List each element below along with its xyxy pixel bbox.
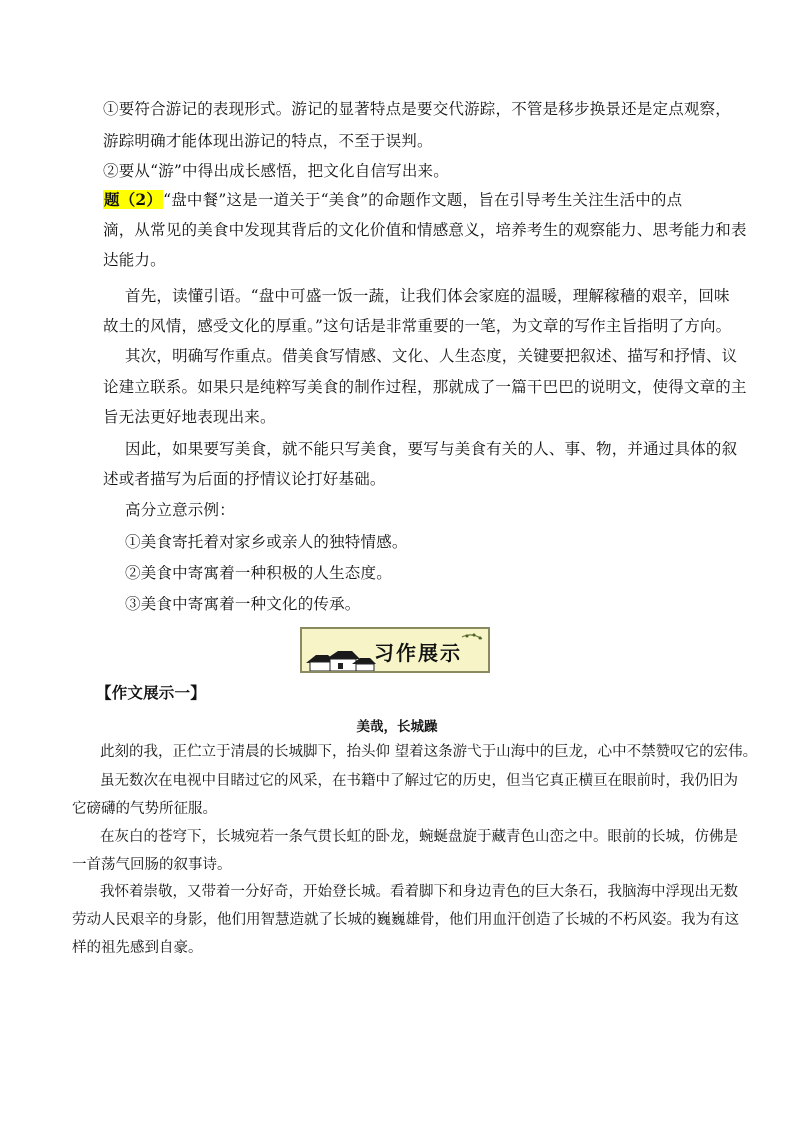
example-1: ①美食寄托着对家乡或亲人的独特情感。 bbox=[125, 533, 408, 551]
guide-line-10: 论建立联系。如果只是纯粹写美食的制作过程，那就成了一篇干巴巴的说明文，使得文章的主 bbox=[103, 378, 747, 396]
essay-line-8: 样的祖先感到自豪。 bbox=[72, 940, 203, 956]
essay-line-2: 虽无数次在电视中目睹过它的风采，在书籍中了解过它的历史，但当它真正横亘在眼前时，我仍旧为 bbox=[100, 773, 738, 789]
essay-line-1: 此刻的我，正伫立于清晨的长城脚下，抬头仰 望着这条游弋于山海中的巨龙，心中不禁赞叹它的宏伟。 bbox=[100, 744, 758, 760]
guide-line-7: 首先，读懂引语。“盘中可盛一饭一蔬，让我们体会家庭的温暖，理解稼穑的艰辛，回味 bbox=[125, 287, 730, 305]
example-2: ②美食中寄寓着一种积极的人生态度。 bbox=[125, 564, 392, 582]
section-banner bbox=[300, 627, 490, 673]
essay-title: 美哉，长城躁 bbox=[356, 719, 438, 735]
guide-line-6: 达能力。 bbox=[103, 251, 166, 269]
essay-line-3: 它磅礴的气势所征服。 bbox=[72, 801, 217, 817]
guide-line-12: 因此，如果要写美食，就不能只写美食，要写与美食有关的人、事、物，并通过具体的叙 bbox=[125, 440, 738, 458]
essay-section-label: 【作文展示一】 bbox=[96, 683, 206, 702]
essay-line-4: 在灰白的苍穹下，长城宛若一条气贯长虹的卧龙，蜿蜒盘旋于藏青色山峦之中。眼前的长城，仿佛是 bbox=[100, 829, 738, 845]
guide-line-3: ②要从“游”中得出成长感悟，把文化自信写出来。 bbox=[103, 162, 449, 180]
guide-line-5: 滴，从常见的美食中发现其背后的文化价值和情感意义，培养考生的观察能力、思考能力和表 bbox=[103, 221, 747, 239]
guide-line-1: ①要符合游记的表现形式。游记的显著特点是要交代游踪，不管是移步换景还是定点观察， bbox=[103, 100, 732, 118]
examples-heading: 高分立意示例： bbox=[125, 501, 235, 519]
guide-line-13: 述或者描写为后面的抒情议论打好基础。 bbox=[103, 470, 386, 488]
banner-title: 习作展示 bbox=[374, 641, 462, 665]
topic-2-label: 题（2） bbox=[104, 190, 163, 209]
guide-line-11: 旨无法更好地表现出来。 bbox=[103, 408, 276, 426]
essay-line-6: 我怀着崇敬，又带着一分好奇，开始登长城。看着脚下和身边青色的巨大条石，我脑海中浮现出无数 bbox=[100, 884, 738, 900]
guide-line-8: 故土的风情，感受文化的厚重。”这句话是非常重要的一笔，为文章的写作主旨指明了方向。 bbox=[103, 317, 732, 335]
guide-line-9: 其次，明确写作重点。借美食写情感、文化、人生态度，关键要把叙述、描写和抒情、议 bbox=[125, 347, 738, 365]
topic-2-text: “盘中餐”这是一道关于“美食”的命题作文题，旨在引导考生关注生活中的点 bbox=[163, 191, 683, 209]
essay-line-5: 一首荡气回肠的叙事诗。 bbox=[72, 857, 232, 873]
essay-line-7: 劳动人民艰辛的身影，他们用智慧造就了长城的巍巍雄骨，他们用血汗创造了长城的不朽风姿。我为有这 bbox=[72, 912, 739, 928]
guide-line-2: 游踪明确才能体现出游记的特点，不至于误判。 bbox=[103, 132, 433, 150]
example-3: ③美食中寄寓着一种文化的传承。 bbox=[125, 595, 361, 613]
topic-2-line bbox=[103, 190, 682, 210]
